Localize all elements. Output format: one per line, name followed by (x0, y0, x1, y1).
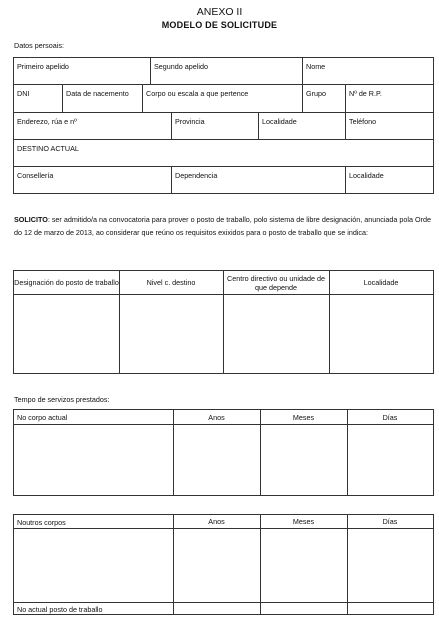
days-header-2: Días (382, 517, 398, 526)
current-corps-table (13, 409, 434, 496)
dependency-field[interactable]: Dependencia (175, 171, 218, 180)
request-text: : ser admitido/a na convocatoria para prover o posto de traballo, polo sistema de libre designación, anunciada pola Orde do 12 de marzo de 2013, ao considerar que reúno os requisitos exixidos para o posto de traballo que se indica: (14, 215, 431, 237)
phone-field[interactable]: Teléfono (349, 117, 377, 126)
dni-field[interactable]: DNI (17, 89, 30, 98)
current-corps-header: No corpo actual (17, 413, 68, 422)
post-locality-header: Localidade (363, 278, 399, 287)
post-locality-field[interactable]: Localidade (349, 171, 384, 180)
request-paragraph (14, 213, 431, 239)
address-field[interactable]: Enderezo, rúa e nº (17, 117, 77, 126)
name-field[interactable]: Nome (306, 62, 326, 71)
personal-data-label: Datos persoais: (14, 41, 64, 50)
months-header-2: Meses (292, 517, 315, 526)
annex-title: ANEXO II (196, 6, 243, 18)
personal-data-grid (13, 57, 434, 194)
locality-field[interactable]: Localidade (262, 117, 297, 126)
first-surname-field[interactable]: Primeiro apelido (17, 62, 69, 71)
birth-date-field[interactable]: Data de nacemento (66, 89, 129, 98)
days-header: Días (382, 412, 398, 422)
ministry-field[interactable]: Consellería (17, 171, 54, 180)
years-header: Anos (208, 412, 225, 422)
second-surname-field[interactable]: Segundo apelido (154, 62, 208, 71)
province-field[interactable]: Provincia (175, 117, 205, 126)
rp-number-field[interactable]: Nº de R.P. (349, 89, 382, 98)
current-post-label: DESTINO ACTUAL (17, 144, 79, 153)
post-designation-header: Designación do posto de traballo (14, 278, 119, 287)
current-post-time-row: No actual posto de traballo (17, 605, 103, 614)
request-keyword: SOLICITO (14, 215, 48, 224)
group-field[interactable]: Grupo (306, 89, 326, 98)
post-table (13, 270, 434, 374)
level-header: Nivel c. destino (146, 278, 196, 287)
service-time-label: Tempo de servizos prestados: (14, 395, 110, 404)
years-header-2: Anos (208, 517, 225, 526)
months-header: Meses (292, 412, 315, 422)
other-corps-table (13, 514, 434, 615)
form-title: MODELO DE SOLICITUDE (161, 20, 278, 30)
directorate-header: Centro directivo ou unidade de que depende (227, 273, 325, 292)
other-corps-header: Noutros corpos (17, 518, 66, 527)
corps-field[interactable]: Corpo ou escala a que pertence (146, 89, 249, 98)
